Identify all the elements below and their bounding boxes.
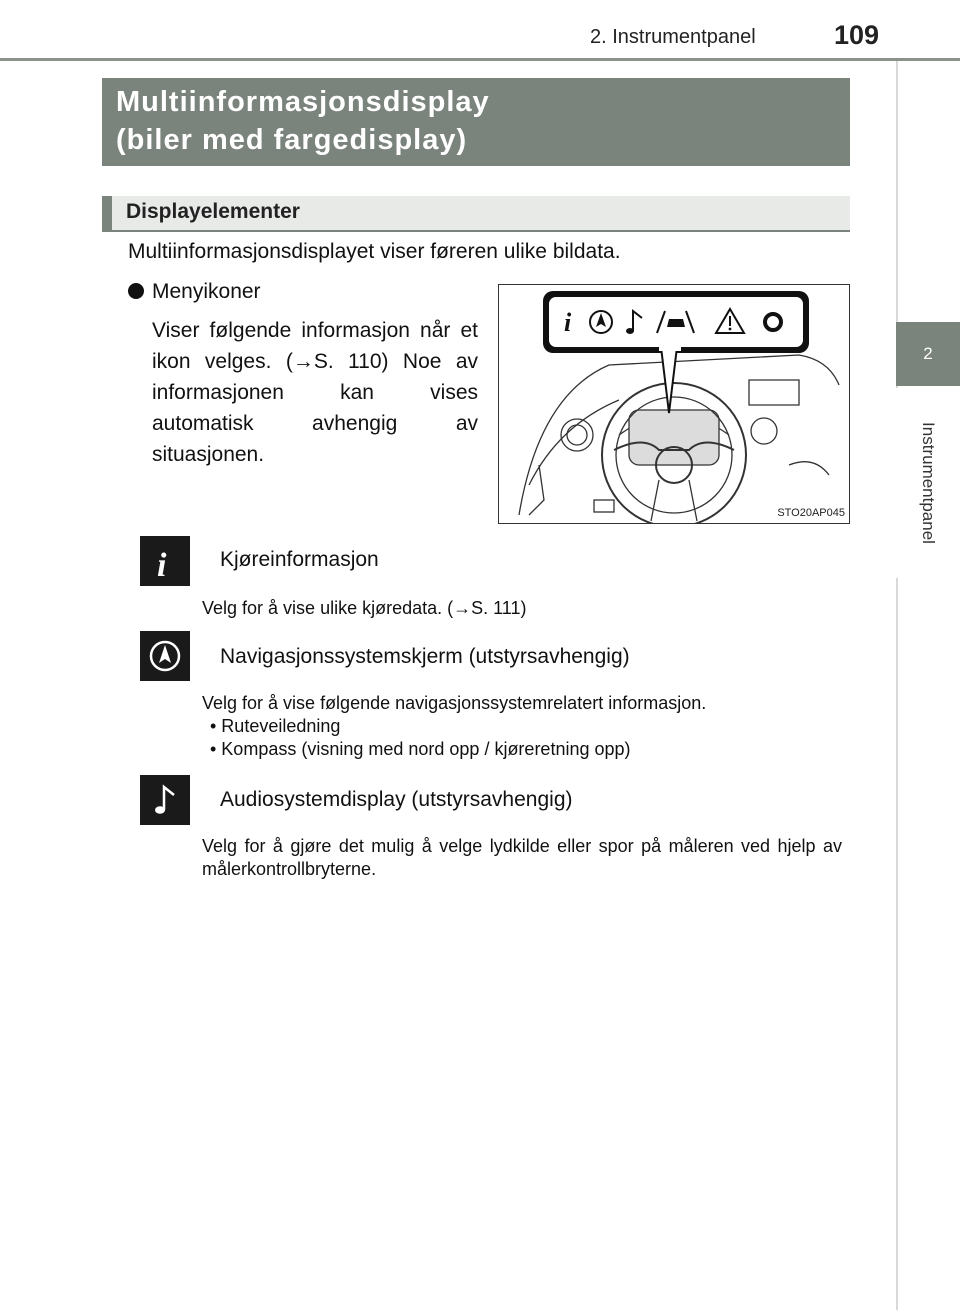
list-item-compass: • Kompass (visning med nord opp / kjøreretning opp): [210, 739, 631, 759]
item-desc-audio: Velg for å gjøre det mulig å velge lydkilde eller spor på måleren ved hjelp av målerkontrollbryterne.: [202, 836, 842, 879]
item-title-driving-info: Kjøreinformasjon: [220, 548, 379, 571]
running-header-section: 2. Instrumentpanel: [590, 26, 756, 48]
intro-text: Multiinformasjonsdisplayet viser føreren ulike bildata.: [128, 240, 621, 263]
item-desc-navigation: [202, 692, 842, 761]
chapter-tab-number: 2: [896, 322, 960, 386]
item-title-audio: Audiosystemdisplay (utstyrsavhengig): [220, 788, 573, 811]
dashboard-drawing: [499, 285, 849, 523]
title-line-2: (biler med fargedisplay): [116, 124, 468, 156]
navigation-desc-text: Velg for å vise følgende navigasjonssystemrelatert informasjon.: [202, 693, 707, 713]
bullet-label: Menyikoner: [152, 280, 261, 303]
chapter-tab: [896, 388, 960, 578]
bullet-menu-icons: [128, 280, 261, 304]
title-line-1: Multiinformasjonsdisplay: [116, 86, 490, 118]
dashboard-illustration: [498, 284, 850, 524]
bullet-dot-icon: [128, 283, 144, 299]
item-title-navigation: Navigasjonssystemskjerm (utstyrsavhengig): [220, 645, 630, 668]
subheading-bar: [102, 196, 112, 230]
margin-line: [896, 60, 898, 1310]
info-icon: [140, 536, 190, 586]
svg-text:i: i: [564, 308, 572, 337]
svg-text:i: i: [157, 547, 167, 584]
page-title: [102, 78, 850, 166]
music-note-icon: [140, 775, 190, 825]
subheading: [102, 196, 850, 232]
navigation-icon: [140, 631, 190, 681]
figure-code: STO20AP045: [777, 507, 845, 519]
subheading-label: Displayelementer: [126, 200, 300, 223]
page-number: 109: [834, 20, 880, 50]
header-rule: [0, 58, 960, 61]
chapter-tab-label: Instrumentpanel: [919, 422, 938, 544]
list-item-route: • Ruteveiledning: [210, 716, 341, 736]
bullet-description: Viser følgende informasjon når et ikon velges. (→S. 110) Noe av informasjonen kan vises automatisk avhengig av situasjonen.: [152, 319, 478, 466]
item-desc-driving-info: Velg for å vise ulike kjøredata. (→S. 111): [202, 598, 527, 618]
